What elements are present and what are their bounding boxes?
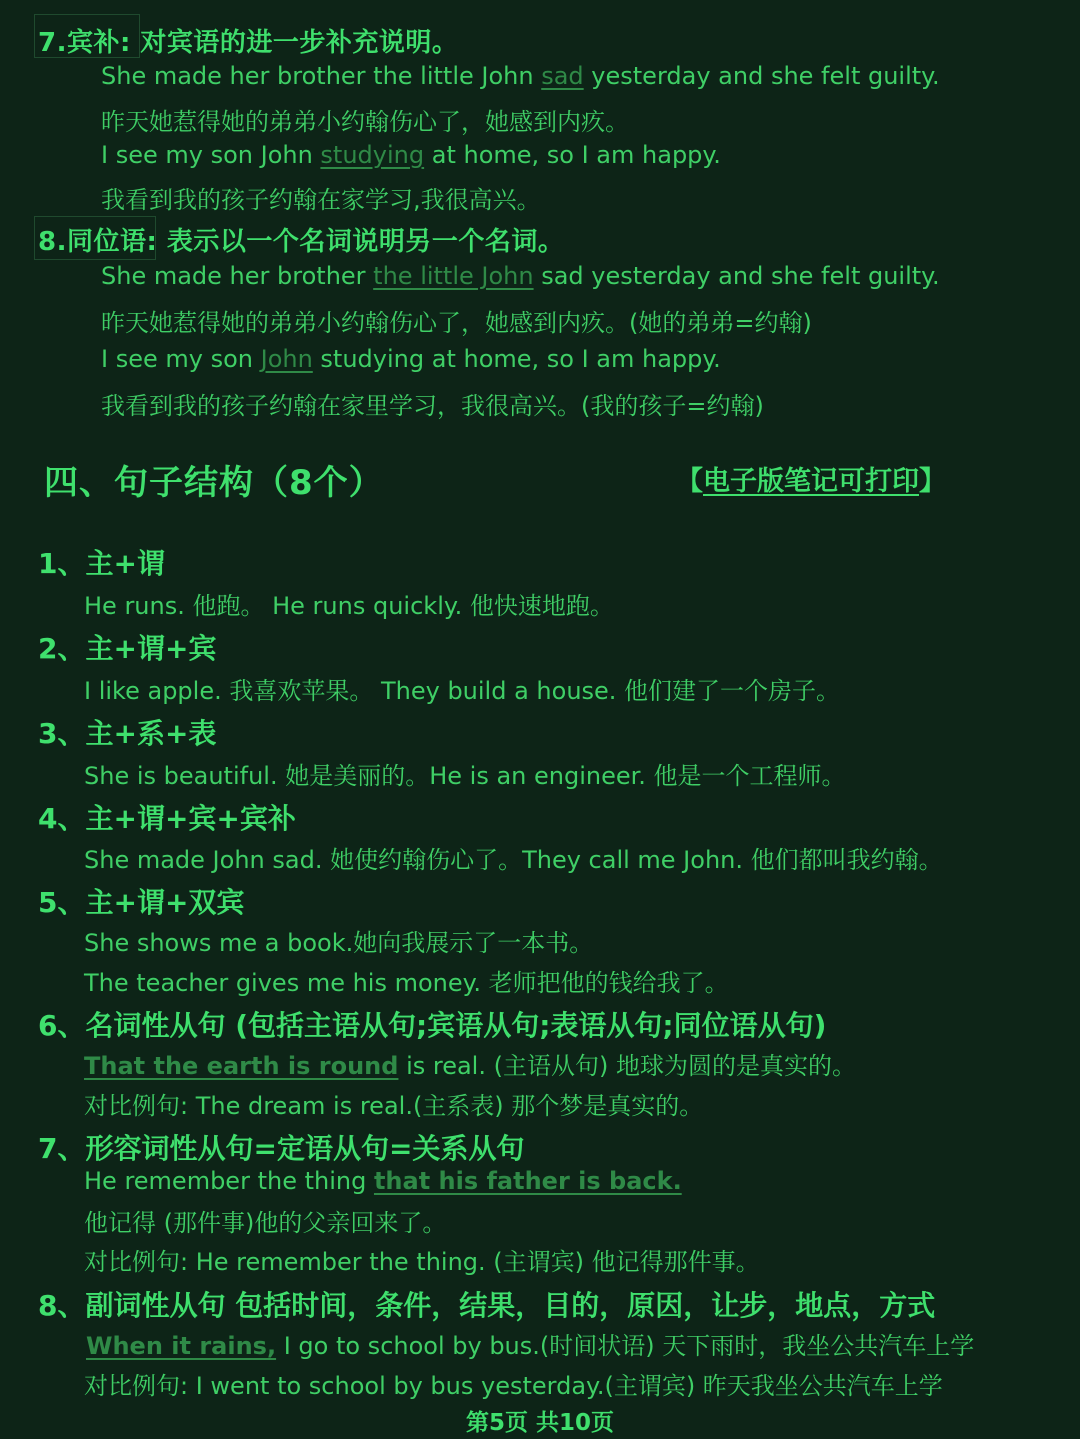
structure-6-heading: 6、名词性从句 (包括主语从句;宾语从句;表语从句;同位语从句) bbox=[38, 1009, 827, 1042]
structure-7-pre: He remember the thing bbox=[84, 1167, 374, 1195]
item7-heading: 7.宾补: 对宾语的进一步补充说明。 bbox=[38, 28, 459, 58]
structure-8-heading: 8、副词性从句 包括时间，条件，结果，目的，原因，让步，地点，方式 bbox=[38, 1289, 936, 1322]
structure-7-example-1 bbox=[84, 1167, 682, 1195]
item8-ex2-highlight: John bbox=[260, 345, 313, 373]
structure-7-example-3: 对比例句: He remember the thing. (主谓宾) 他记得那件事。 bbox=[84, 1248, 760, 1276]
item8-ex2-pre: I see my son bbox=[101, 345, 261, 373]
item7-ex1-pre: She made her brother the little John bbox=[101, 62, 542, 90]
structure-1-heading: 1、主+谓 bbox=[38, 547, 165, 580]
section-title: 四、句子结构（8个） bbox=[44, 463, 384, 503]
item7-ex2-pre: I see my son John bbox=[101, 141, 321, 169]
structure-6-post: is real. (主语从句) 地球为圆的是真实的。 bbox=[398, 1052, 856, 1080]
item8-ex1-pre: She made her brother bbox=[101, 262, 374, 290]
structure-4-example: She made John sad. 她使约翰伤心了。They call me John. 他们都叫我约翰。 bbox=[84, 846, 943, 874]
item8-heading: 8.同位语: 表示以一个名词说明另一个名词。 bbox=[38, 227, 565, 257]
structure-3-example: She is beautiful. 她是美丽的。He is an engineer. 他是一个工程师。 bbox=[84, 762, 846, 790]
item7-ex1-post: yesterday and she felt guilty. bbox=[583, 62, 940, 90]
print-note-open: 【 bbox=[676, 466, 703, 497]
structure-5-example-2: The teacher gives me his money. 老师把他的钱给我了。 bbox=[84, 969, 729, 997]
structure-5-example-1: She shows me a book.她向我展示了一本书。 bbox=[84, 929, 594, 957]
structure-1-example: He runs. 他跑。 He runs quickly. 他快速地跑。 bbox=[84, 592, 614, 620]
structure-8-highlight: When it rains, bbox=[86, 1332, 277, 1360]
structure-6-highlight: That the earth is round bbox=[84, 1052, 399, 1080]
structure-7-highlight: that his father is back. bbox=[373, 1167, 682, 1195]
item8-example2 bbox=[101, 345, 721, 373]
print-note[interactable] bbox=[676, 459, 946, 498]
item7-ex2-post: at home, so I am happy. bbox=[424, 141, 721, 169]
item7-example1-cn: 昨天她惹得她的弟弟小约翰伤心了，她感到内疚。 bbox=[101, 108, 629, 136]
structure-5-heading: 5、主+谓+双宾 bbox=[38, 886, 245, 919]
structure-4-heading: 4、主+谓+宾+宾补 bbox=[38, 802, 296, 835]
structure-6-example-1 bbox=[84, 1046, 856, 1081]
print-note-close: 】 bbox=[919, 466, 946, 497]
structure-7-heading: 7、形容词性从句=定语从句=关系从句 bbox=[38, 1132, 525, 1165]
item8-example1 bbox=[101, 262, 940, 290]
structure-8-example-2: 对比例句: I went to school by bus yesterday.(主谓宾) 昨天我坐公共汽车上学 bbox=[84, 1372, 943, 1400]
structure-8-example-1 bbox=[86, 1326, 974, 1361]
item7-example2 bbox=[101, 141, 721, 169]
structure-2-example: I like apple. 我喜欢苹果。 They build a house. 他们建了一个房子。 bbox=[84, 677, 841, 705]
item8-example2-cn: 我看到我的孩子约翰在家里学习，我很高兴。(我的孩子=约翰) bbox=[101, 392, 764, 420]
structure-2-heading: 2、主+谓+宾 bbox=[38, 632, 217, 665]
structure-3-heading: 3、主+系+表 bbox=[38, 717, 217, 750]
item8-ex1-highlight: the little John bbox=[373, 262, 534, 290]
structure-8-post: I go to school by bus.(时间状语) 天下雨时，我坐公共汽车上学 bbox=[276, 1332, 975, 1360]
page-footer: 第5页 共10页 bbox=[466, 1410, 615, 1436]
item8-ex1-post: sad yesterday and she felt guilty. bbox=[533, 262, 940, 290]
structure-7-example-2: 他记得 (那件事)他的父亲回来了。 bbox=[84, 1209, 447, 1237]
item7-ex2-highlight: studying bbox=[320, 141, 425, 169]
item8-example1-cn: 昨天她惹得她的弟弟小约翰伤心了，她感到内疚。(她的弟弟=约翰) bbox=[101, 309, 812, 337]
print-note-link[interactable]: 电子版笔记可打印 bbox=[703, 466, 919, 497]
item7-example2-cn: 我看到我的孩子约翰在家学习,我很高兴。 bbox=[101, 186, 541, 214]
item8-ex2-post: studying at home, so I am happy. bbox=[312, 345, 721, 373]
item7-example1 bbox=[101, 62, 940, 90]
structure-6-example-2: 对比例句: The dream is real.(主系表) 那个梦是真实的。 bbox=[84, 1092, 704, 1120]
item7-ex1-highlight: sad bbox=[541, 62, 584, 90]
